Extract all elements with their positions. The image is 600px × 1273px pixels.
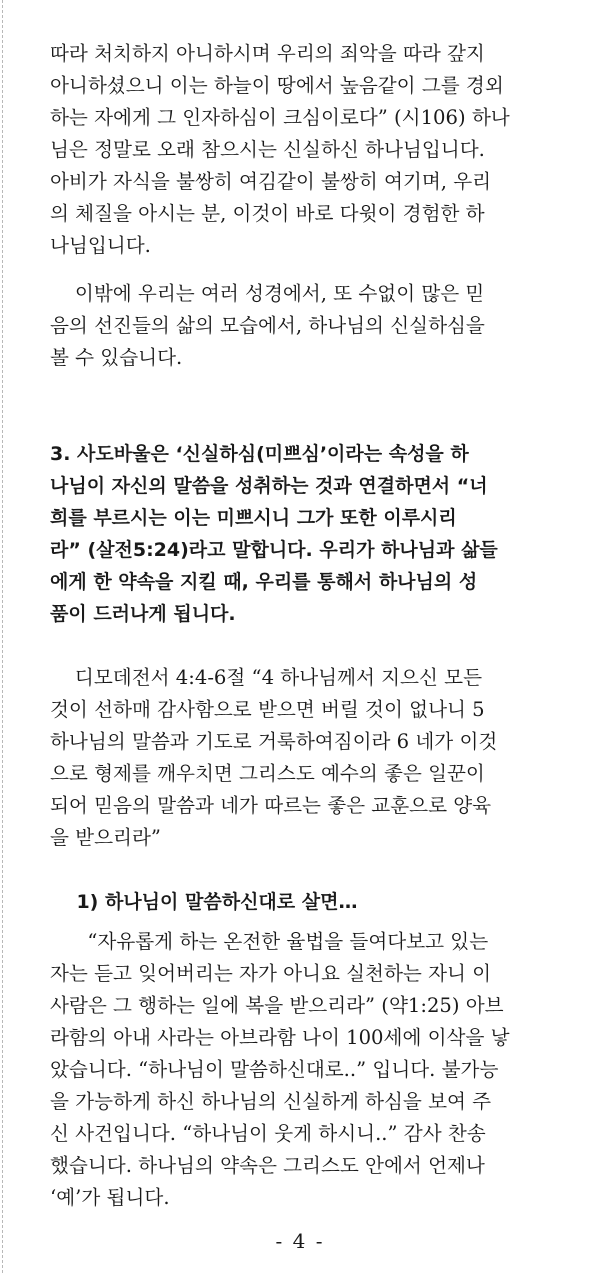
text-line: 하나님의 말씀과 기도로 거룩하여짐이라 6 네가 이것 <box>50 730 498 753</box>
text-line: 것이 선하매 감사함으로 받으면 버릴 것이 없나니 5 <box>50 698 485 721</box>
text-line: 이밖에 우리는 여러 성경에서, 또 수없이 많은 믿 <box>50 282 485 305</box>
text-line: 볼 수 있습니다. <box>50 346 183 369</box>
text-line: 1) 하나님이 말씀하신대로 살면… <box>50 891 358 913</box>
text-line: 음의 선진들의 삶의 모습에서, 하나님의 신실하심을 <box>50 314 485 337</box>
text-line: 라함의 아내 사라는 아브라함 나이 100세에 이삭을 낳 <box>50 1026 510 1049</box>
text-line: ‘예’가 됩니다. <box>50 1186 170 1209</box>
text-line: 나님이 자신의 말씀을 성취하는 것과 연결하면서 “너 <box>50 475 488 497</box>
text-line: 으로 형제를 깨우치면 그리스도 예수의 좋은 일꾼이 <box>50 762 485 785</box>
text-line: 에게 한 약속을 지킬 때, 우리를 통해서 하나님의 성 <box>50 571 478 593</box>
text-line: 사람은 그 행하는 일에 복을 받으리라” (약1:25) 아브 <box>50 994 504 1017</box>
text-line: 을 받으리라” <box>50 826 161 849</box>
text-line: 품이 드러나게 됩니다. <box>50 603 236 625</box>
text-line: 아비가 자식을 불쌍히 여김같이 불쌍히 여기며, 우리 <box>50 170 492 193</box>
text-line: 희를 부르시는 이는 미쁘시니 그가 또한 이루시리 <box>50 507 457 529</box>
text-line: 님은 정말로 오래 참으시는 신실하신 하나님입니다. <box>50 138 485 161</box>
text-line: 자는 듣고 잊어버리는 자가 아니요 실천하는 자니 이 <box>50 962 492 985</box>
text-line: 을 가능하게 하신 하나님의 신실하게 하심을 보여 주 <box>50 1090 492 1113</box>
text-line: 나님입니다. <box>50 234 151 257</box>
text-line: “자유롭게 하는 온전한 율법을 들여다보고 있는 <box>50 930 489 953</box>
page-edge-dashed-line <box>2 0 3 1273</box>
text-line: 아니하셨으니 이는 하늘이 땅에서 높음같이 그를 경외 <box>50 74 504 97</box>
text-line: 았습니다. “하나님이 말씀하신대로..” 입니다. 불가능 <box>50 1058 499 1081</box>
text-line: 했습니다. 하나님의 약속은 그리스도 안에서 언제나 <box>50 1154 485 1177</box>
text-line: 신 사건입니다. “하나님이 웃게 하시니..” 감사 찬송 <box>50 1122 486 1145</box>
text-line: 3. 사도바울은 ‘신실하심(미쁘심’이라는 속성을 하 <box>50 443 469 465</box>
text-line: 디모데전서 4:4-6절 “4 하나님께서 지으신 모든 <box>50 666 482 689</box>
text-line: 따라 처치하지 아니하시며 우리의 죄악을 따라 갚지 <box>50 42 485 65</box>
document-page <box>50 0 562 1273</box>
text-line: 되어 믿음의 말씀과 네가 따르는 좋은 교훈으로 양육 <box>50 794 492 817</box>
page-number: - 4 - <box>275 1229 325 1253</box>
text-line: 의 체질을 아시는 분, 이것이 바로 다윗이 경험한 하 <box>50 202 485 225</box>
text-line: 라” (살전5:24)라고 말합니다. 우리가 하나님과 삶들 <box>50 539 498 561</box>
text-line: 하는 자에게 그 인자하심이 크심이로다” (시106) 하나 <box>50 106 510 129</box>
